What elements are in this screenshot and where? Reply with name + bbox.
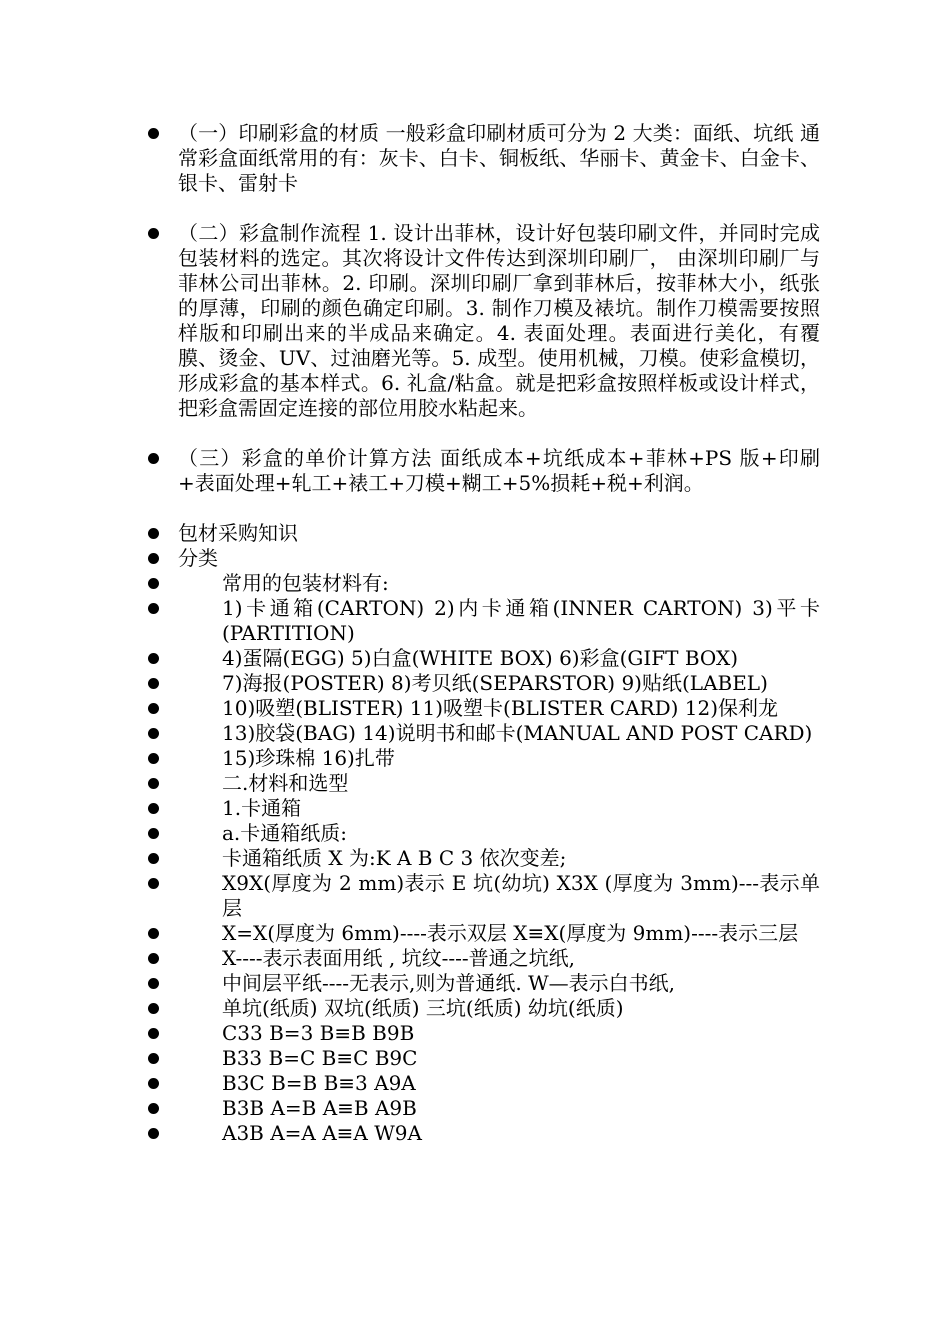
list-item <box>146 671 820 696</box>
list-item-text: B3B A=B A≡B A9B <box>222 1096 417 1120</box>
list-item <box>146 721 820 746</box>
list-item-text: B33 B=C B≡C B9C <box>222 1046 418 1070</box>
bullet-icon <box>148 678 159 689</box>
bullet-icon <box>148 703 159 714</box>
list-item-text: a.卡通箱纸质: <box>222 821 348 845</box>
bullet-icon <box>148 778 159 789</box>
list-item <box>146 571 820 596</box>
bullet-icon <box>148 553 159 564</box>
list-item-text: 7)海报(POSTER) 8)考贝纸(SEPARSTOR) 9)贴纸(LABEL) <box>222 671 768 695</box>
list-item-text: 包材采购知识 <box>178 521 298 545</box>
bullet-icon <box>148 1128 159 1139</box>
list-item <box>146 646 820 671</box>
list-item <box>146 1096 820 1121</box>
list-item-text: C33 B=3 B≡B B9B <box>222 1021 415 1045</box>
list-item <box>146 521 820 546</box>
list-item <box>146 1071 820 1096</box>
bullet-icon <box>148 603 159 614</box>
list-item <box>146 696 820 721</box>
list-item-text: 分类 <box>178 546 218 570</box>
bullet-icon <box>148 953 159 964</box>
list-item-text: X9X(厚度为 2 mm)表示 E 坑(幼坑) X3X (厚度为 3mm)---表示单层 <box>222 871 820 920</box>
list-item <box>146 921 820 946</box>
list-item-text: （一）印刷彩盒的材质 一般彩盒印刷材质可分为 2 大类：面纸、坑纸 通常彩盒面纸常用的有：灰卡、白卡、铜板纸、华丽卡、黄金卡、白金卡、银卡、雷射卡 <box>178 121 820 195</box>
list-item-text: 卡通箱纸质 X 为:K A B C 3 依次变差; <box>222 846 567 870</box>
bullet-icon <box>148 1003 159 1014</box>
list-item <box>146 871 820 921</box>
bullet-icon <box>148 853 159 864</box>
bullet-icon <box>148 753 159 764</box>
list-item-text: 13)胶袋(BAG) 14)说明书和邮卡(MANUAL AND POST CARD) <box>222 721 813 745</box>
list-item <box>146 971 820 996</box>
list-item <box>146 1021 820 1046</box>
list-item <box>146 1046 820 1071</box>
bullet-icon <box>148 128 159 139</box>
list-item <box>146 771 820 796</box>
bullet-list <box>146 121 820 1146</box>
list-item <box>146 946 820 971</box>
list-item-text: X----表示表面用纸 , 坑纹----普通之坑纸, <box>222 946 576 970</box>
list-item <box>146 996 820 1021</box>
bullet-icon <box>148 578 159 589</box>
bullet-icon <box>148 928 159 939</box>
bullet-icon <box>148 878 159 889</box>
list-item-text: A3B A=A A≡A W9A <box>222 1121 422 1145</box>
list-item-text: 10)吸塑(BLISTER) 11)吸塑卡(BLISTER CARD) 12)保利龙 <box>222 696 779 720</box>
bullet-icon <box>148 1103 159 1114</box>
list-item <box>146 846 820 871</box>
bullet-icon <box>148 1028 159 1039</box>
list-item-text: 15)珍珠棉 16)扎带 <box>222 746 395 770</box>
list-item-text: 4)蛋隔(EGG) 5)白盒(WHITE BOX) 6)彩盒(GIFT BOX) <box>222 646 739 670</box>
bullet-icon <box>148 828 159 839</box>
list-item <box>146 596 820 646</box>
list-item <box>146 446 820 496</box>
list-item-text: 中间层平纸----无表示,则为普通纸. W—表示白书纸, <box>222 971 676 995</box>
bullet-icon <box>148 653 159 664</box>
list-item <box>146 546 820 571</box>
list-item-text: 常用的包装材料有: <box>222 571 389 595</box>
list-item <box>146 821 820 846</box>
bullet-icon <box>148 1078 159 1089</box>
list-item-text: 二.材料和选型 <box>222 771 349 795</box>
bullet-icon <box>148 978 159 989</box>
list-item-text: B3C B=B B≡3 A9A <box>222 1071 416 1095</box>
list-item-text: （三）彩盒的单价计算方法 面纸成本+坑纸成本+菲林+PS 版+印刷+表面处理+轧工+裱工+刀模+糊工+5%损耗+税+利润。 <box>178 446 820 495</box>
list-item-text: 单坑(纸质) 双坑(纸质) 三坑(纸质) 幼坑(纸质) <box>222 996 624 1020</box>
list-item-text: 1.卡通箱 <box>222 796 302 820</box>
list-item <box>146 746 820 771</box>
list-item <box>146 796 820 821</box>
bullet-icon <box>148 528 159 539</box>
list-item-text: （二）彩盒制作流程 1. 设计出菲林，设计好包装印刷文件，并同时完成包装材料的选定。其次将设计文件传达到深圳印刷厂， 由深圳印刷厂与菲林公司出菲林。2. 印刷。深圳印刷厂拿到菲林后，按菲林大小，纸张的厚薄，印刷的颜色确定印刷。3. 制作刀模及裱坑。制作刀模需要按照样版和印刷出来的半成品来确定。4. 表面处理。表面进行美化，有覆膜、烫金、UV、过油磨光等。5. 成型。使用机械，刀模。使彩盒模切，形成彩盒的基本样式。6. 礼盒/粘盒。就是把彩盒按照样板或设计样式，把彩盒需固定连接的部位用胶水粘起来。 <box>178 221 820 420</box>
list-item <box>146 121 820 196</box>
list-item <box>146 221 820 421</box>
list-item-text: X=X(厚度为 6mm)----表示双层 X≡X(厚度为 9mm)----表示三层 <box>222 921 799 945</box>
bullet-icon <box>148 728 159 739</box>
bullet-icon <box>148 228 159 239</box>
bullet-icon <box>148 803 159 814</box>
list-item <box>146 1121 820 1146</box>
bullet-icon <box>148 1053 159 1064</box>
bullet-icon <box>148 453 159 464</box>
list-item-text: 1)卡通箱(CARTON) 2)内卡通箱(INNER CARTON) 3)平卡(PARTITION) <box>222 596 820 645</box>
